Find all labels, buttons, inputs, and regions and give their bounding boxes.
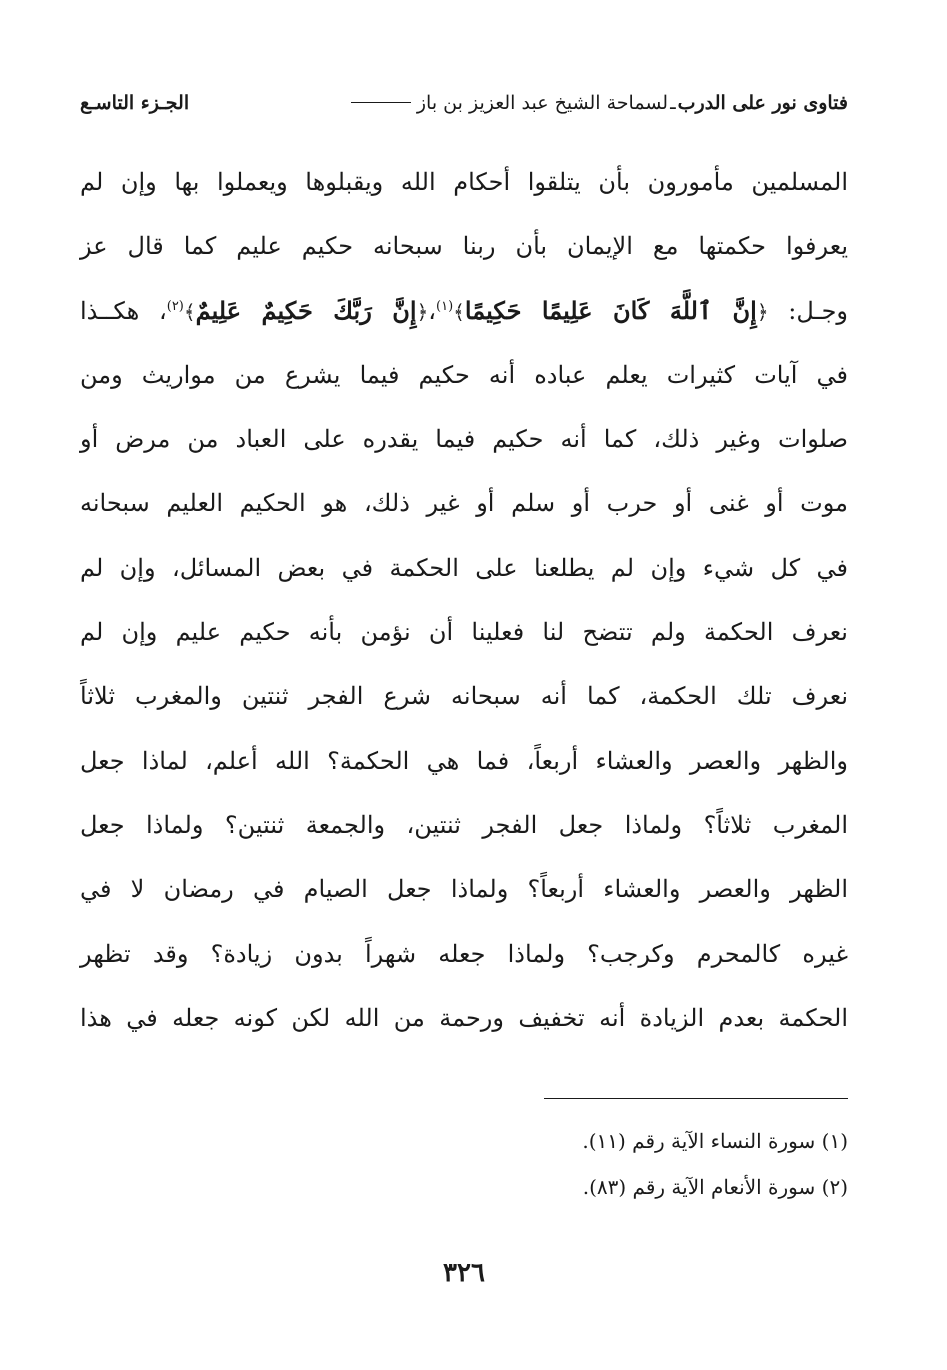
book-page	[80, 88, 849, 1288]
verse-close-bracket: ﴾	[183, 299, 196, 324]
body-text	[80, 150, 848, 1050]
verse-lead: وجـل:	[788, 296, 848, 325]
footnotes	[582, 1118, 848, 1210]
body-line: موت أو غنى أو حرب أو سلم أو غير ذلك، هو الحكيم العليم سبحانه	[80, 489, 848, 518]
verse-close-bracket: ﴾	[453, 299, 465, 324]
verse-comma: ،	[428, 296, 437, 325]
body-line: المسلمين مأمورون بأن يتلقوا أحكام الله ويقبلوها ويعملوا بها وإن لم	[80, 168, 848, 196]
body-line: المغرب ثلاثاً؟ ولماذا جعل الفجر ثنتين، والجمعة ثنتين؟ ولماذا جعل	[80, 810, 848, 839]
body-line: في آيات كثيرات يعلم عباده أنه حكيم فيما يشرع من مواريث ومن	[80, 360, 848, 389]
footnote-ref: (١)	[436, 298, 454, 314]
header-rule	[351, 102, 411, 103]
body-line: يعرفوا حكمتها مع الإيمان بأن ربنا سبحانه حكيم عليم كما قال عز	[80, 232, 849, 261]
body-line: في كل شيء وإن لم يطلعنا على الحكمة في بعض المسائل، وإن لم	[80, 553, 848, 582]
verse-tail: ، هكــذا	[80, 296, 167, 325]
body-line: الظهر والعصر والعشاء أربعاً؟ ولماذا جعل الصيام في رمضان لا في	[80, 875, 848, 904]
body-line: نعرف الحكمة ولم تتضح لنا فعلينا أن نؤمن بأنه حكيم عليم وإن لم	[80, 618, 848, 647]
verse-line	[80, 279, 848, 343]
quran-verse: إِنَّ رَبَّكَ حَكِيمٌ عَلِيمٌ	[195, 295, 417, 325]
body-line: غيره كالمحرم وكرجب؟ ولماذا جعله شهراً بدون زيادة؟ وقد تظهر	[80, 939, 848, 968]
body-line: والظهر والعصر والعشاء أربعاً، فما هي الحكمة؟ الله أعلم، لماذا جعل	[80, 746, 848, 775]
body-line: صلوات وغير ذلك، كما أنه حكيم فيما يقدره على العباد من مرض أو	[80, 425, 848, 454]
quran-verse: إِنَّ ٱللَّهَ كَانَ عَلِيمًا حَكِيمًا	[464, 295, 757, 325]
footnote-divider	[544, 1098, 848, 1099]
body-line: نعرف تلك الحكمة، كما أنه سبحانه شرع الفجر ثنتين والمغرب ثلاثاً	[80, 682, 848, 711]
footnote: (١) سورة النساء الآية رقم (١١).	[582, 1129, 848, 1153]
volume-part: الجـزء التاسـع	[80, 92, 190, 114]
author-name: لسماحة الشيخ عبد العزيز بن باز	[416, 92, 669, 114]
verse-open-bracket: ﴿	[416, 299, 429, 324]
verse-open-bracket: ﴿	[756, 299, 769, 324]
footnote: (٢) سورة الأنعام الآية رقم (٨٣).	[582, 1175, 848, 1199]
body-line: الحكمة بعدم الزيادة أنه تخفيف ورحمة من الله لكن كونه جعله في هذا	[80, 1003, 848, 1032]
book-title: فتاوى نور على الدرب	[677, 92, 848, 114]
header-book-info	[345, 88, 848, 118]
page-number: ٣٢٦	[443, 1258, 485, 1288]
header-separator: ـ	[670, 92, 676, 114]
footnote-ref: (٢)	[166, 298, 184, 314]
running-header	[80, 88, 848, 118]
